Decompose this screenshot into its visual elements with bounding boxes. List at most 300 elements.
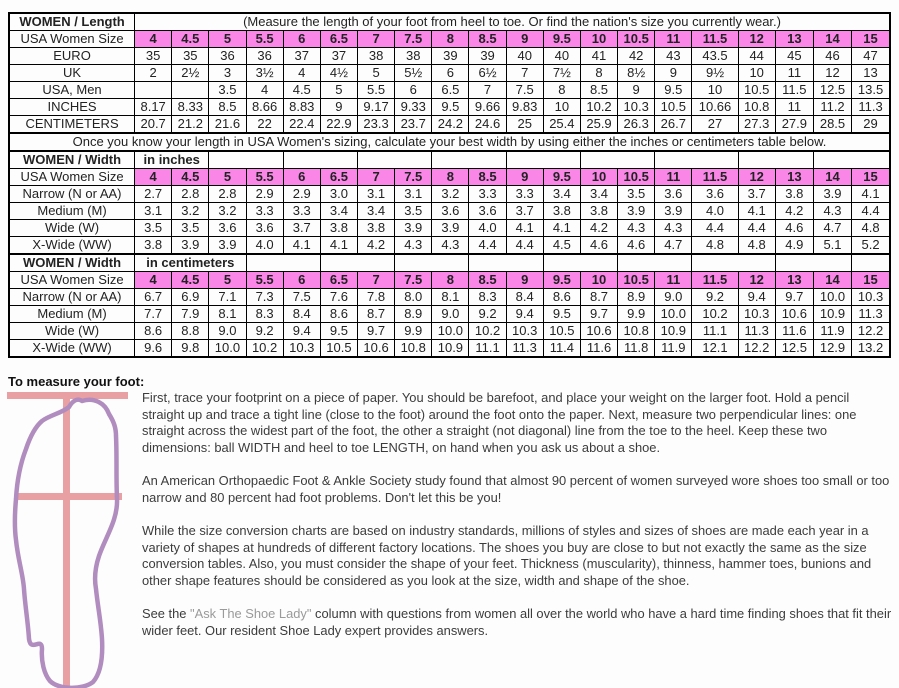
value-cell: 3.9	[395, 220, 432, 237]
value-cell: 37	[283, 48, 320, 65]
value-cell: 7.9	[172, 306, 209, 323]
size-header-cell: 7.5	[395, 31, 432, 48]
value-cell: 3.1	[358, 186, 395, 203]
value-cell: 9½	[692, 65, 738, 82]
value-cell: 3.8	[358, 220, 395, 237]
size-header-cell: 7.5	[395, 272, 432, 289]
value-cell: 5.1	[813, 237, 851, 255]
paragraph-text: column with questions from women all over the world who have a hard time finding shoes that fit their wider feet. Our resident Shoe Lady expert provides answers.	[142, 606, 892, 638]
size-row-label: USA Women Size	[9, 169, 135, 186]
row-label-cell: UK	[9, 65, 135, 82]
size-header-cell: 10.5	[618, 272, 655, 289]
size-header-cell: 8.5	[469, 272, 506, 289]
value-cell: 4½	[320, 65, 357, 82]
value-cell: 3.5	[618, 186, 655, 203]
value-cell: 4.8	[852, 220, 890, 237]
value-cell: 3	[209, 65, 246, 82]
value-cell: 4.2	[775, 203, 813, 220]
value-cell: 8.4	[506, 289, 543, 306]
value-cell: 4.5	[543, 237, 580, 255]
size-header-cell: 5	[209, 272, 246, 289]
size-header-cell: 6	[283, 31, 320, 48]
size-row-label: USA Women Size	[9, 272, 135, 289]
size-header-cell: 12	[738, 272, 775, 289]
value-cell: 10.2	[580, 99, 617, 116]
value-cell: 35	[172, 48, 209, 65]
value-cell: 13.5	[852, 82, 890, 99]
value-cell: 8.5	[580, 82, 617, 99]
size-header-cell: 6.5	[320, 272, 357, 289]
value-cell: 3.5	[172, 220, 209, 237]
value-cell: 9.66	[469, 99, 506, 116]
value-cell: 8.6	[543, 289, 580, 306]
value-cell: 3.5	[135, 220, 172, 237]
value-cell: 5	[358, 65, 395, 82]
value-cell: 10.6	[775, 306, 813, 323]
value-cell: 10.8	[738, 99, 775, 116]
value-cell: 9.6	[135, 340, 172, 358]
unit-label: in inches	[135, 151, 209, 169]
value-cell: 3.9	[618, 203, 655, 220]
value-cell: 10.5	[320, 340, 357, 358]
empty-header-cell	[852, 254, 890, 272]
value-cell: 5	[320, 82, 357, 99]
empty-header-cell	[580, 151, 654, 169]
value-cell: 11.1	[692, 323, 738, 340]
value-cell: 7	[506, 65, 543, 82]
value-cell: 10.2	[246, 340, 283, 358]
value-cell: 29	[852, 116, 890, 134]
value-cell: 24.2	[432, 116, 469, 134]
size-header-cell: 13	[775, 272, 813, 289]
row-label-cell: EURO	[9, 48, 135, 65]
width-measure-line	[15, 493, 122, 500]
value-cell: 3.8	[320, 220, 357, 237]
value-cell: 11.1	[469, 340, 506, 358]
value-cell: 3.4	[358, 203, 395, 220]
value-cell: 10.5	[738, 82, 775, 99]
value-cell: 9.0	[432, 306, 469, 323]
value-cell	[135, 82, 172, 99]
value-cell: 9.9	[618, 306, 655, 323]
value-cell: 10.3	[852, 289, 890, 306]
value-cell: 2.8	[209, 186, 246, 203]
table-corner-label: WOMEN / Length	[9, 13, 135, 31]
value-cell: 10.2	[692, 306, 738, 323]
value-cell: 3.3	[283, 203, 320, 220]
value-cell: 10.3	[618, 99, 655, 116]
value-cell: 7.5	[506, 82, 543, 99]
value-cell: 8.33	[172, 99, 209, 116]
value-cell: 8	[543, 82, 580, 99]
size-header-cell: 7.5	[395, 169, 432, 186]
value-cell: 7½	[543, 65, 580, 82]
value-cell: 10.9	[655, 323, 692, 340]
value-cell: 36	[246, 48, 283, 65]
size-header-cell: 14	[813, 169, 851, 186]
value-cell: 38	[395, 48, 432, 65]
value-cell: 8.3	[246, 306, 283, 323]
value-cell: 3.0	[320, 186, 357, 203]
value-cell: 9.83	[506, 99, 543, 116]
value-cell: 2.8	[172, 186, 209, 203]
value-cell: 12.2	[852, 323, 890, 340]
value-cell: 11	[775, 65, 813, 82]
value-cell: 4.5	[283, 82, 320, 99]
value-cell: 9.7	[580, 306, 617, 323]
size-header-cell: 7	[358, 169, 395, 186]
length-measure-line	[63, 392, 70, 688]
value-cell: 36	[209, 48, 246, 65]
value-cell: 11.5	[775, 82, 813, 99]
value-cell: 40	[543, 48, 580, 65]
value-cell: 9.5	[543, 306, 580, 323]
empty-header-cell	[692, 254, 775, 272]
size-header-cell: 4	[135, 272, 172, 289]
value-cell: 5.5	[358, 82, 395, 99]
row-label-cell: Narrow (N or AA)	[9, 186, 135, 203]
value-cell: 10	[692, 82, 738, 99]
empty-header-cell	[738, 151, 813, 169]
value-cell: 9.2	[469, 306, 506, 323]
size-header-cell: 9	[506, 272, 543, 289]
value-cell: 8.17	[135, 99, 172, 116]
value-cell: 3.4	[320, 203, 357, 220]
size-header-cell: 13	[775, 31, 813, 48]
value-cell: 3.8	[135, 237, 172, 255]
value-cell: 9.7	[358, 323, 395, 340]
value-cell: 10.3	[738, 306, 775, 323]
size-header-cell: 9	[506, 31, 543, 48]
value-cell: 3.9	[172, 237, 209, 255]
value-cell: 7.3	[246, 289, 283, 306]
value-cell: 6.5	[432, 82, 469, 99]
value-cell: 10.6	[358, 340, 395, 358]
value-cell: 3.1	[395, 186, 432, 203]
size-header-cell: 12	[738, 169, 775, 186]
value-cell: 25	[506, 116, 543, 134]
empty-header-cell	[358, 151, 432, 169]
value-cell: 43.5	[692, 48, 738, 65]
value-cell: 12.1	[692, 340, 738, 358]
size-header-cell: 10.5	[618, 31, 655, 48]
value-cell: 4.1	[320, 237, 357, 255]
value-cell: 3.3	[469, 186, 506, 203]
value-cell: 8.7	[580, 289, 617, 306]
value-cell: 22.4	[283, 116, 320, 134]
value-cell: 4.4	[738, 220, 775, 237]
value-cell: 10.6	[580, 323, 617, 340]
value-cell: 4.3	[432, 237, 469, 255]
size-header-cell: 11	[655, 31, 692, 48]
value-cell: 8.4	[283, 306, 320, 323]
value-cell: 9.33	[395, 99, 432, 116]
value-cell: 3.2	[209, 203, 246, 220]
paragraph-text: An American Orthopaedic Foot & Ankle Society study found that almost 90 percent of women surveyed wore shoes too small or too narrow and 80 percent had foot problems. Don't let this be you!	[142, 473, 890, 505]
row-label-cell: INCHES	[9, 99, 135, 116]
size-header-cell: 14	[813, 272, 851, 289]
value-cell: 3.7	[283, 220, 320, 237]
size-header-cell: 11.5	[692, 272, 738, 289]
size-header-cell: 5.5	[246, 272, 283, 289]
value-cell: 7.1	[209, 289, 246, 306]
value-cell: 12.2	[738, 340, 775, 358]
paragraph-text: While the size conversion charts are based on industry standards, millions of styles and sizes of shoes are made each year in a variety of shapes at hundreds of different factory locations. The shoes you buy are close to but not exactly the same as the size conversion tables. Also, you must consider the shape of your feet. Thickness (muscularity), thinness, hammer toes, bunions and other shape features should be considered as you look at the size, width and shape of the shoe.	[142, 523, 872, 588]
empty-header-cell	[395, 254, 469, 272]
value-cell: 26.3	[618, 116, 655, 134]
value-cell: 22	[246, 116, 283, 134]
value-cell: 3.1	[135, 203, 172, 220]
value-cell: 21.6	[209, 116, 246, 134]
size-header-cell: 9.5	[543, 31, 580, 48]
value-cell: 9.4	[283, 323, 320, 340]
value-cell: 11.3	[506, 340, 543, 358]
value-cell: 8.6	[320, 306, 357, 323]
value-cell: 24.6	[469, 116, 506, 134]
empty-header-cell	[283, 151, 357, 169]
value-cell: 12.9	[813, 340, 851, 358]
paragraph-text: See the	[142, 606, 191, 621]
value-cell: 4.3	[813, 203, 851, 220]
value-cell: 10.5	[543, 323, 580, 340]
value-cell: 13	[852, 65, 890, 82]
value-cell: 6.9	[172, 289, 209, 306]
row-label-cell: USA, Men	[9, 82, 135, 99]
value-cell: 7.6	[320, 289, 357, 306]
value-cell: 10	[543, 99, 580, 116]
size-header-cell: 13	[775, 169, 813, 186]
value-cell: 42	[618, 48, 655, 65]
empty-header-cell	[432, 151, 506, 169]
value-cell: 12	[813, 65, 851, 82]
value-cell: 4.8	[738, 237, 775, 255]
value-cell: 9.17	[358, 99, 395, 116]
size-header-cell: 6.5	[320, 31, 357, 48]
value-cell: 3.9	[813, 186, 851, 203]
empty-header-cell	[813, 151, 890, 169]
value-cell: 9.9	[395, 323, 432, 340]
value-cell: 8.3	[469, 289, 506, 306]
value-cell: 4.1	[738, 203, 775, 220]
value-cell: 7.5	[283, 289, 320, 306]
row-label-cell: Wide (W)	[9, 323, 135, 340]
size-header-cell: 11.5	[692, 31, 738, 48]
size-header-cell: 6.5	[320, 169, 357, 186]
size-header-cell: 8.5	[469, 31, 506, 48]
value-cell: 39	[432, 48, 469, 65]
value-cell: 9.0	[209, 323, 246, 340]
value-cell: 47	[852, 48, 890, 65]
value-cell: 11.3	[738, 323, 775, 340]
value-cell: 23.3	[358, 116, 395, 134]
value-cell: 10.8	[395, 340, 432, 358]
value-cell: 8	[580, 65, 617, 82]
empty-header-cell	[655, 151, 738, 169]
empty-header-cell	[246, 254, 320, 272]
value-cell: 10.9	[432, 340, 469, 358]
value-cell: 10.66	[692, 99, 738, 116]
value-cell: 9.4	[738, 289, 775, 306]
value-cell: 9.8	[172, 340, 209, 358]
value-cell: 4.0	[246, 237, 283, 255]
empty-header-cell	[618, 254, 692, 272]
value-cell: 8.9	[395, 306, 432, 323]
value-cell: 9.4	[506, 306, 543, 323]
value-cell: 22.9	[320, 116, 357, 134]
value-cell: 9.5	[320, 323, 357, 340]
value-cell: 2.9	[246, 186, 283, 203]
size-conversion-table	[8, 12, 891, 358]
value-cell: 10.8	[618, 323, 655, 340]
row-label-cell: Medium (M)	[9, 306, 135, 323]
empty-header-cell	[775, 254, 851, 272]
value-cell: 8½	[618, 65, 655, 82]
value-cell: 23.7	[395, 116, 432, 134]
value-cell: 4.1	[852, 186, 890, 203]
empty-header-cell	[320, 254, 394, 272]
value-cell: 9.5	[432, 99, 469, 116]
value-cell: 8.8	[172, 323, 209, 340]
size-header-cell: 4.5	[172, 169, 209, 186]
value-cell: 8.5	[209, 99, 246, 116]
value-cell: 4.3	[655, 220, 692, 237]
size-header-cell: 4	[135, 169, 172, 186]
paragraph-text: First, trace your footprint on a piece of paper. You should be barefoot, and place your weight on the larger foot. Hold a pencil straight up and trace a tight line (close to the foot) around the foot onto the paper. Next, measure two perpendicular lines: one straight across the widest part of the foot, the other a straight (not diagonal) line from the toe to the heel. Keep these two dimensions: ball WIDTH and heel to toe LENGTH, on hand when you ask us about a shoe.	[142, 390, 857, 455]
value-cell: 11.4	[543, 340, 580, 358]
length-footer-note: Once you know your length in USA Women's sizing, calculate your best width by using either the inches or centimeters table below.	[9, 133, 890, 151]
value-cell: 2	[135, 65, 172, 82]
length-header-note: (Measure the length of your foot from heel to toe. Or find the nation's size you currently wear.)	[135, 13, 890, 31]
value-cell: 9.2	[692, 289, 738, 306]
size-header-cell: 10.5	[618, 169, 655, 186]
size-header-cell: 5	[209, 169, 246, 186]
value-cell: 4.6	[580, 237, 617, 255]
row-label-cell: X-Wide (WW)	[9, 237, 135, 255]
size-header-cell: 8	[432, 169, 469, 186]
value-cell: 4.7	[655, 237, 692, 255]
value-cell: 3.8	[580, 203, 617, 220]
empty-header-cell	[209, 151, 283, 169]
value-cell: 3.6	[209, 220, 246, 237]
size-header-cell: 8.5	[469, 169, 506, 186]
value-cell: 6.7	[135, 289, 172, 306]
value-cell: 25.4	[543, 116, 580, 134]
value-cell: 9.5	[655, 82, 692, 99]
value-cell: 3.4	[580, 186, 617, 203]
value-cell: 27	[692, 116, 738, 134]
value-cell: 8.83	[283, 99, 320, 116]
ask-the-shoe-lady-link[interactable]: "Ask The Shoe Lady"	[190, 606, 312, 621]
value-cell: 4.0	[469, 220, 506, 237]
value-cell: 3.6	[692, 186, 738, 203]
value-cell: 4.1	[543, 220, 580, 237]
value-cell: 3½	[246, 65, 283, 82]
value-cell: 2½	[172, 65, 209, 82]
value-cell: 3.9	[432, 220, 469, 237]
value-cell: 13.2	[852, 340, 890, 358]
value-cell: 12.5	[775, 340, 813, 358]
footprint-diagram	[7, 390, 135, 688]
value-cell: 11.9	[813, 323, 851, 340]
value-cell: 3.8	[775, 186, 813, 203]
value-cell: 28.5	[813, 116, 851, 134]
unit-label: in centimeters	[135, 254, 246, 272]
value-cell: 8.66	[246, 99, 283, 116]
value-cell: 3.3	[246, 203, 283, 220]
value-cell: 9.0	[655, 289, 692, 306]
empty-header-cell	[543, 254, 617, 272]
measure-heading: To measure your foot:	[8, 374, 145, 389]
value-cell: 27.3	[738, 116, 775, 134]
measure-paragraphs	[142, 390, 894, 656]
value-cell: 4.9	[775, 237, 813, 255]
value-cell: 4.2	[580, 220, 617, 237]
value-cell: 6	[432, 65, 469, 82]
size-header-cell: 5	[209, 31, 246, 48]
size-header-cell: 9.5	[543, 272, 580, 289]
value-cell: 4.4	[506, 237, 543, 255]
value-cell: 5½	[395, 65, 432, 82]
row-label-cell: Narrow (N or AA)	[9, 289, 135, 306]
value-cell: 3.7	[506, 203, 543, 220]
size-header-cell: 9.5	[543, 169, 580, 186]
value-cell: 11.6	[580, 340, 617, 358]
value-cell: 2.9	[283, 186, 320, 203]
value-cell: 4.4	[852, 203, 890, 220]
value-cell: 9.2	[246, 323, 283, 340]
value-cell: 8.9	[618, 289, 655, 306]
value-cell: 10.3	[283, 340, 320, 358]
value-cell: 11.3	[852, 306, 890, 323]
value-cell: 40	[506, 48, 543, 65]
value-cell: 7	[469, 82, 506, 99]
value-cell: 4.3	[395, 237, 432, 255]
table-corner-label: WOMEN / Width	[9, 151, 135, 169]
size-header-cell: 7	[358, 272, 395, 289]
value-cell: 3.6	[432, 203, 469, 220]
value-cell: 3.3	[506, 186, 543, 203]
value-cell: 10	[738, 65, 775, 82]
size-header-cell: 5.5	[246, 169, 283, 186]
size-header-cell: 11	[655, 169, 692, 186]
value-cell: 4.6	[618, 237, 655, 255]
value-cell: 9	[320, 99, 357, 116]
value-cell: 38	[358, 48, 395, 65]
value-cell: 10.2	[469, 323, 506, 340]
size-header-cell: 4	[135, 31, 172, 48]
value-cell: 39	[469, 48, 506, 65]
value-cell: 3.2	[172, 203, 209, 220]
size-header-cell: 6	[283, 169, 320, 186]
paragraph	[142, 473, 894, 506]
value-cell: 3.6	[655, 186, 692, 203]
size-header-cell: 15	[852, 272, 890, 289]
value-cell: 10.0	[432, 323, 469, 340]
value-cell: 9	[655, 65, 692, 82]
value-cell: 8.7	[358, 306, 395, 323]
value-cell: 4.0	[692, 203, 738, 220]
size-header-cell: 10	[580, 31, 617, 48]
paragraph	[142, 523, 894, 589]
value-cell: 10.0	[209, 340, 246, 358]
value-cell: 12.5	[813, 82, 851, 99]
size-header-cell: 8	[432, 272, 469, 289]
value-cell: 5.2	[852, 237, 890, 255]
value-cell: 4.4	[469, 237, 506, 255]
value-cell: 3.8	[543, 203, 580, 220]
value-cell: 3.9	[655, 203, 692, 220]
size-header-cell: 12	[738, 31, 775, 48]
